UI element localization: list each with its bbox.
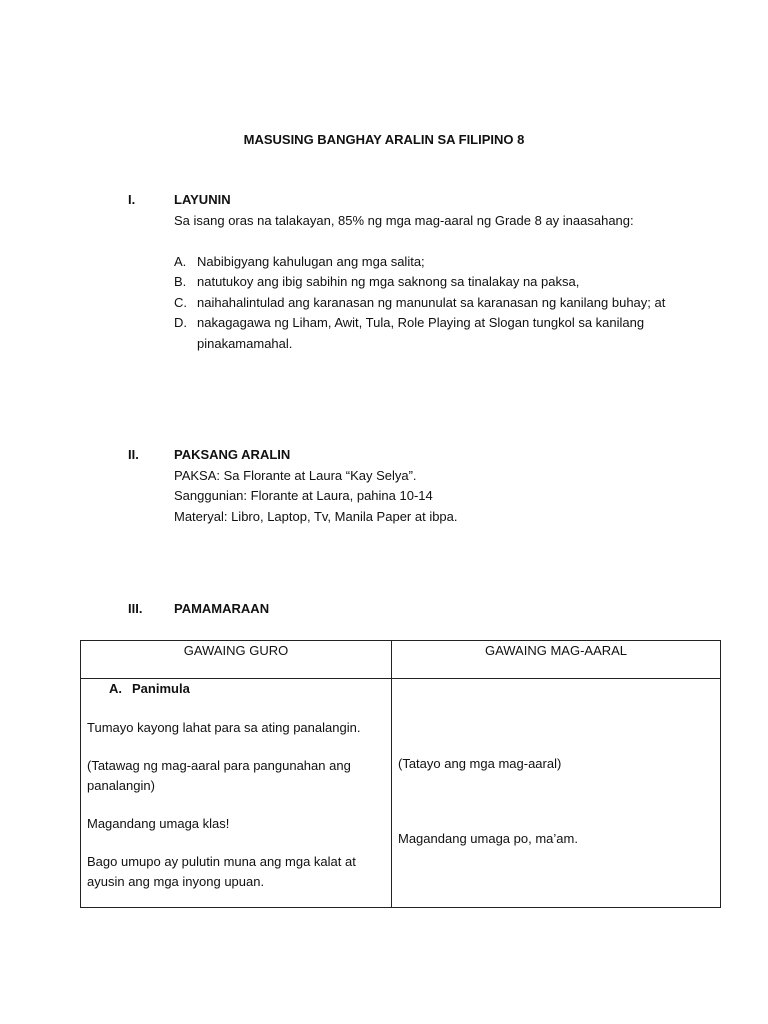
paksa-line: PAKSA: Sa Florante at Laura “Kay Selya”. [174,467,417,483]
mag-aaral-line: Magandang umaga po, ma’am. [398,831,578,846]
objective-item [174,272,688,293]
section-numeral: I. [128,192,136,207]
document-title: MASUSING BANGHAY ARALIN SA FILIPINO 8 [243,132,525,147]
table-row [81,679,721,908]
objective-letter: D. [174,315,187,330]
guro-line: Tumayo kayong lahat para sa ating panalangin. [87,720,361,735]
section-layunin [128,190,688,354]
column-header-mag-aaral: GAWAING MAG-AARAL [392,641,721,679]
section-heading: LAYUNIN [174,192,231,207]
objective-item [174,313,688,354]
subsection-letter: A. [109,681,122,696]
materyal-line: Materyal: Libro, Laptop, Tv, Manila Paper at ibpa. [174,508,458,524]
section-heading: PAMAMARAAN [174,601,270,616]
objective-text: Nabibigyang kahulugan ang mga salita; [197,253,425,269]
objective-letter: A. [174,253,187,269]
objective-item [174,252,688,273]
procedure-table [80,640,721,908]
table-header-row [81,641,721,679]
guro-line: Bago umupo ay pulutin muna ang mga kalat at ayusin ang mga inyong upuan. [87,854,356,889]
section-numeral: III. [128,601,143,616]
objective-text: natutukoy ang ibig sabihin ng mga saknong sa tinalakay na paksa, [197,274,580,289]
subsection-heading [109,679,385,699]
objective-item [174,293,688,314]
section-heading: PAKSANG ARALIN [174,447,291,462]
section-pamamaraan [128,599,688,620]
objectives-intro: Sa isang oras na talakayan, 85% ng mga mag-aaral ng Grade 8 ay inaasahang: [174,212,634,228]
section-paksang-aralin [128,445,688,527]
subsection-title: Panimula [132,681,190,696]
guro-cell [81,679,392,908]
objective-letter: B. [174,274,187,289]
mag-aaral-cell [392,679,721,908]
mag-aaral-line: (Tatayo ang mga mag-aaral) [398,756,562,771]
objective-letter: C. [174,294,187,310]
guro-line: (Tatawag ng mag-aaral para pangunahan ang panalangin) [87,758,351,793]
objective-text: nakagagawa ng Liham, Awit, Tula, Role Playing at Slogan tungkol sa kanilang pinakamamahal. [197,315,645,351]
objective-text: naihahalintulad ang karanasan ng manunulat sa karanasan ng kanilang buhay; at [197,294,666,310]
sanggunian-line: Sanggunian: Florante at Laura, pahina 10-14 [174,488,433,503]
column-header-guro: GAWAING GURO [81,641,392,679]
guro-line: Magandang umaga klas! [87,816,230,831]
section-numeral: II. [128,447,139,462]
